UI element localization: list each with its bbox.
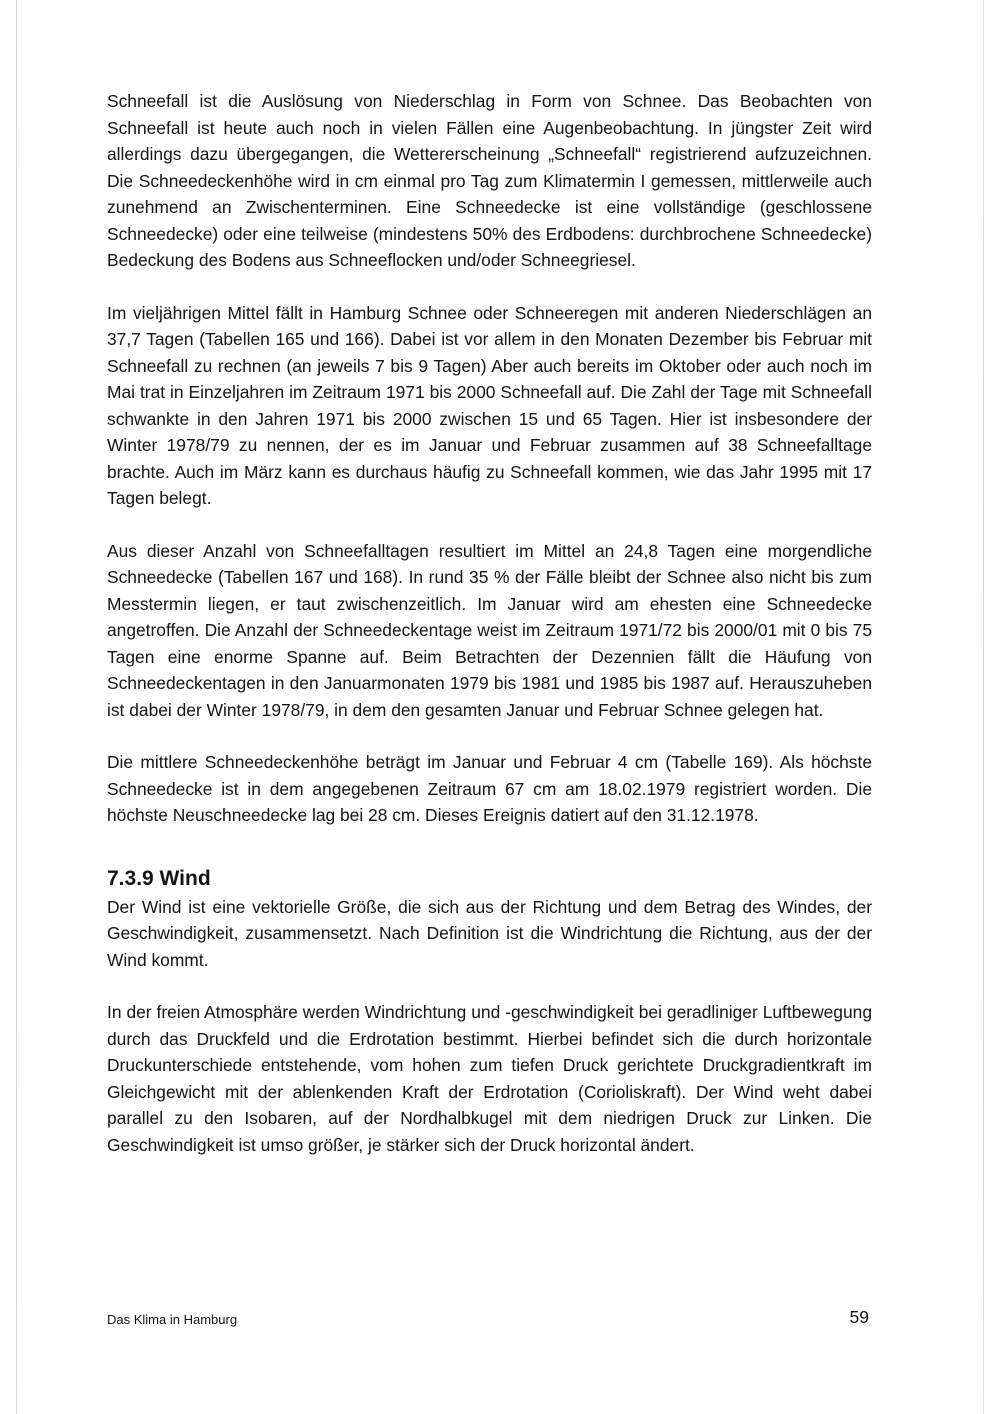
paragraph-snow-depth: Die mittlere Schneedeckenhöhe beträgt im Januar und Februar 4 cm (Tabelle 169). Als höchste Schneedecke ist in dem angegebenen Zeitraum 67 cm am 18.02.1979 registriert worden. Die höchste Neuschneedecke lag bei 28 cm. Dieses Ereignis datiert auf den 31.12.1978. — [107, 752, 872, 825]
page-body — [107, 88, 872, 1158]
scan-edge-left — [16, 0, 17, 1414]
page-number: 59 — [849, 1307, 869, 1327]
footer-title: Das Klima in Hamburg — [107, 1312, 238, 1327]
scan-edge-right — [983, 0, 984, 1414]
paragraph-wind-definition: Der Wind ist eine vektorielle Größe, die sich aus der Richtung und dem Betrag des Windes, der Geschwindigkeit, zusammensetzt. Nach Definition ist die Windrichtung die Richtung, aus der der Wind kommt. — [107, 896, 872, 970]
paragraph-snow-cover-days: Aus dieser Anzahl von Schneefalltagen resultiert im Mittel an 24,8 Tagen eine morgendliche Schneedecke (Tabellen 167 und 168). In rund 35 % der Fälle bleibt der Schnee also nicht bis zum Messtermin liegen, er taut zwischenzeitlich. Im Januar wird am ehesten eine Schneedecke angetroffen. Die Anzahl der Schneedeckentage weist im Zeitraum 1971/72 bis 2000/01 mit 0 bis 75 Tagen eine enorme Spanne auf. Beim Betrachten der Dezennien fällt die Häufung von Schneedeckentagen in den Januarmonaten 1979 bis 1981 und 1985 bis 1987 auf. Herauszuheben ist dabei der Winter 1978/79, in dem den gesamten Januar und Februar Schnee gelegen hat. — [107, 540, 872, 720]
section-heading-wind: 7.3.9 Wind — [107, 866, 211, 890]
paragraph-snowfall-frequency: Im vieljährigen Mittel fällt in Hamburg Schnee oder Schneeregen mit anderen Niederschlägen an 37,7 Tagen (Tabellen 165 und 166). Dabei ist vor allem in den Monaten Dezember bis Februar mit Schneefall zu rechnen (an jeweils 7 bis 9 Tagen) Aber auch bereits im Oktober oder auch noch im Mai trat in Einzeljahren im Zeitraum 1971 bis 2000 Schneefall auf. Die Zahl der Tage mit Schneefall schwankte in den Jahren 1971 bis 2000 zwischen 15 und 65 Tagen. Hier ist insbesondere der Winter 1978/79 zu nennen, der es im Januar und Februar zusammen auf 38 Schneefalltage brachte. Auch im März kann es durchaus häufig zu Schneefall kommen, wie das Jahr 1995 mit 17 Tagen belegt. — [107, 302, 872, 508]
paragraph-wind-atmosphere: In der freien Atmosphäre werden Windrichtung und -geschwindigkeit bei geradliniger Luftbewegung durch das Druckfeld und die Erdrotation bestimmt. Hierbei befindet sich die durch horizontale Druckunterschiede entstehende, vom hohen zum tiefen Druck gerichtete Druckgradientkraft im Gleichgewicht mit der ablenkenden Kraft der Erdrotation (Corioliskraft). Der Wind weht dabei parallel zu den Isobaren, auf der Nordhalbkugel mit dem niedrigen Druck zur Linken. Die Geschwindigkeit ist umso größer, je stärker sich der Druck horizontal ändert. — [107, 1002, 872, 1155]
paragraph-snowfall-definition: Schneefall ist die Auslösung von Niederschlag in Form von Schnee. Das Beobachten von Schneefall ist heute auch noch in vielen Fällen eine Augenbeobachtung. In jüngster Zeit wird allerdings dazu übergegangen, die Wettererscheinung „Schneefall“ registrierend aufzuzeichnen. Die Schneedeckenhöhe wird in cm einmal pro Tag zum Klimatermin I gemessen, mittlerweile auch zunehmend an Zwischenterminen. Eine Schneedecke ist eine vollständige (geschlossene Schneedecke) oder eine teilweise (mindestens 50% des Erdbodens: durchbrochene Schneedecke) Bedeckung des Bodens aus Schneeflocken und/oder Schneegriesel. — [107, 91, 872, 270]
